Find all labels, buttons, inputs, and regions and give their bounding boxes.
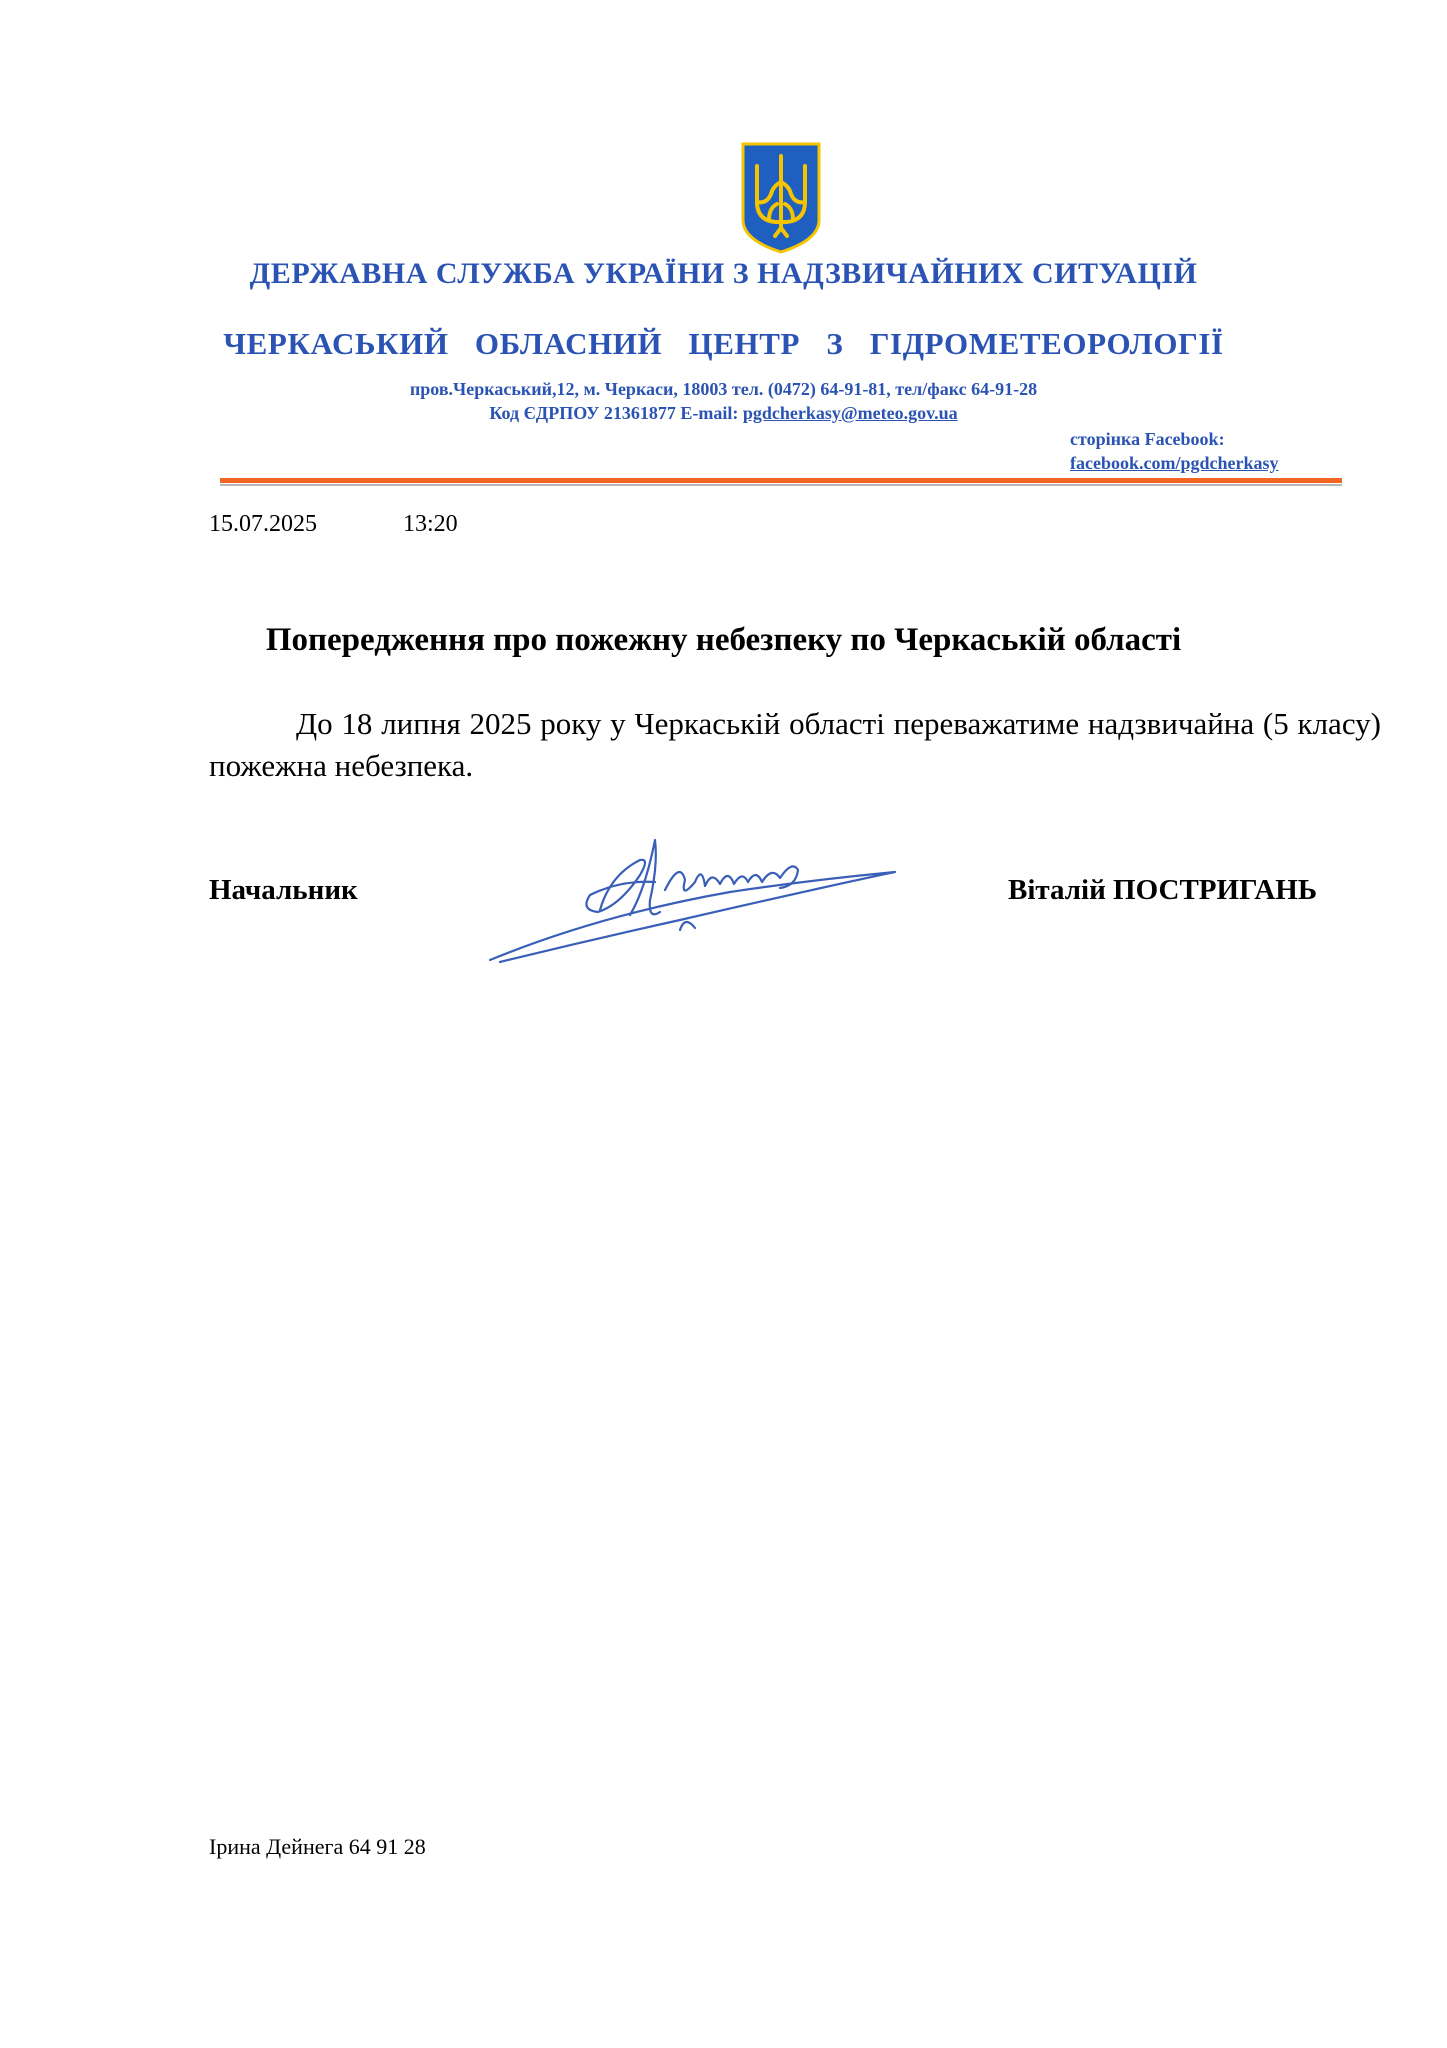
header-divider (220, 478, 1342, 483)
header-divider-shadow (220, 484, 1342, 486)
coat-of-arms-icon (741, 142, 821, 254)
facebook-label: сторінка Facebook: (1070, 429, 1225, 449)
email-link[interactable]: pgdcherkasy@meteo.gov.ua (742, 403, 958, 423)
document-date: 15.07.2025 (209, 511, 317, 537)
code-label: Код ЄДРПОУ 21361877 E-mail: (489, 403, 743, 423)
department-name: ЧЕРКАСЬКИЙ ОБЛАСНИЙ ЦЕНТР З ГІДРОМЕТЕОРОЛОГІЇ (223, 326, 1224, 361)
signer-name: Віталій ПОСТРИГАНЬ (1008, 874, 1318, 906)
address-line: пров.Черкаський,12, м. Черкаси, 18003 тел. (0472) 64-91-81, тел/факс 64-91-28 (409, 379, 1038, 399)
handwritten-signature (480, 820, 900, 970)
contact-person: Ірина Дейнега 64 91 28 (209, 1834, 426, 1859)
document-body: До 18 липня 2025 року у Черкаській області переважатиме надзвичайна (5 класу) пожежна небезпека. (209, 706, 1381, 783)
signer-position: Начальник (209, 874, 358, 906)
document-title: Попередження про пожежну небезпеку по Черкаській області (265, 622, 1182, 658)
facebook-link[interactable]: facebook.com/pgdcherkasy (1070, 453, 1279, 473)
document-time: 13:20 (403, 511, 458, 537)
code-email-line (0, 403, 1447, 424)
organization-name: ДЕРЖАВНА СЛУЖБА УКРАЇНИ З НАДЗВИЧАЙНИХ СИТУАЦІЙ (249, 257, 1198, 290)
